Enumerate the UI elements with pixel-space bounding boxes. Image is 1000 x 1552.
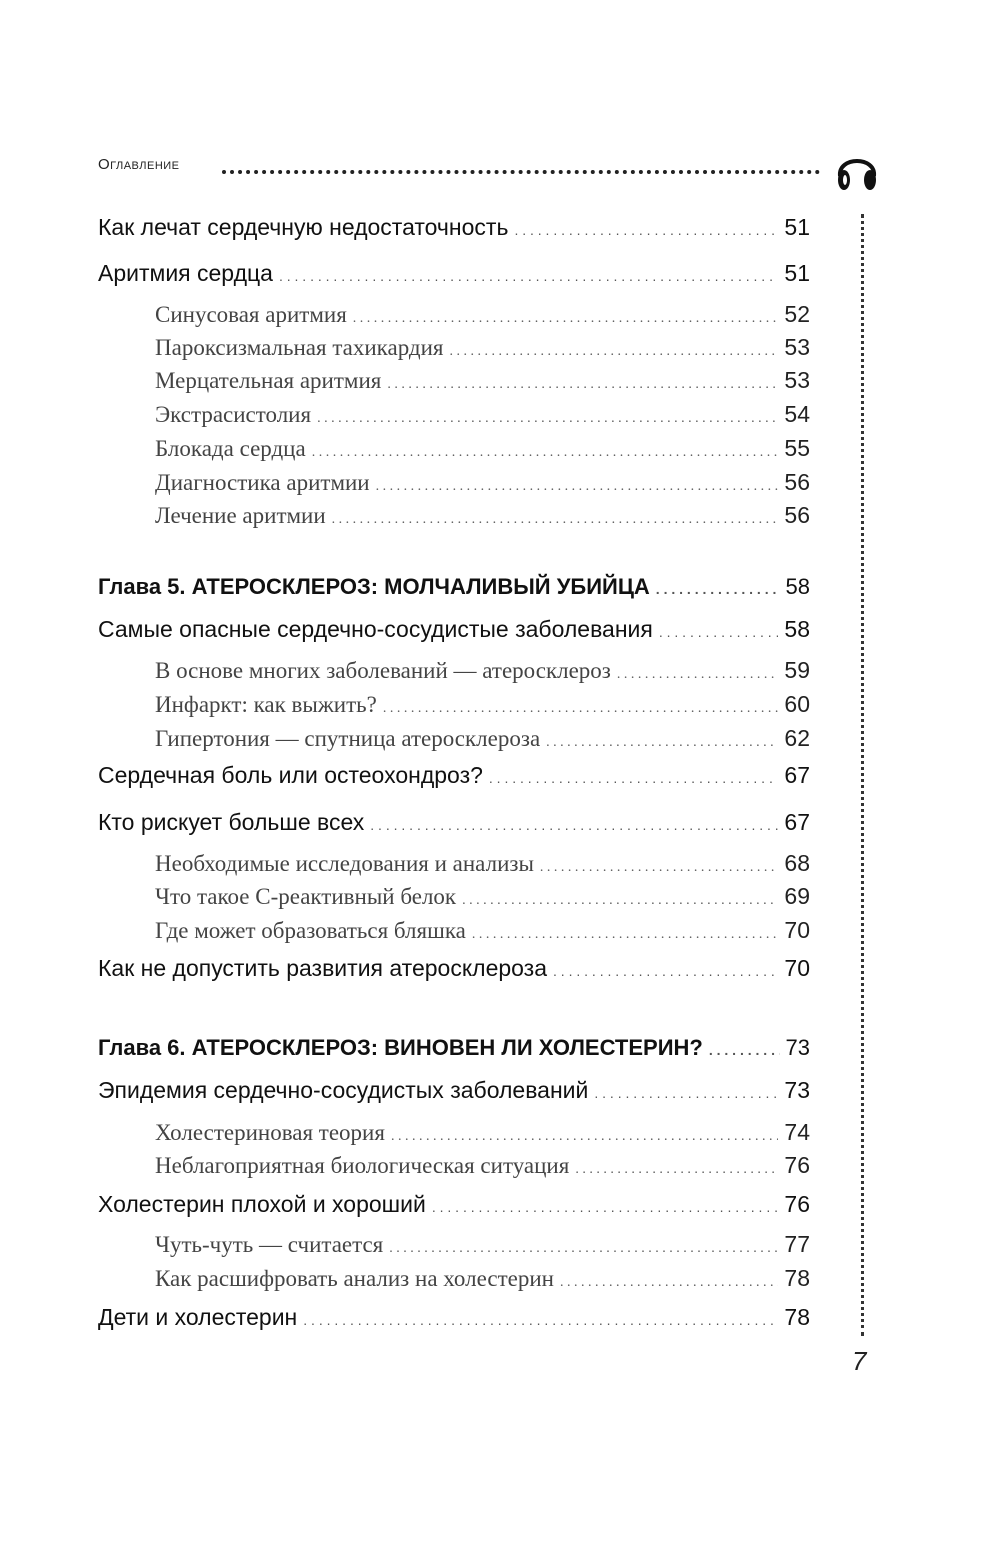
- entry-title: Дети и холестерин: [98, 1304, 298, 1330]
- entry-title: Эпидемия сердечно-сосудистых заболеваний: [98, 1077, 589, 1103]
- dot-leader: [553, 963, 778, 979]
- entry-title: Аритмия сердца: [98, 260, 273, 286]
- dot-leader: [514, 222, 778, 238]
- entry-page: 70: [784, 917, 810, 943]
- entry-page: 55: [784, 435, 810, 461]
- entry-title: Лечение аритмии: [155, 503, 326, 528]
- entry-title: Глава 6. АТЕРОСКЛЕРОЗ: ВИНОВЕН ЛИ ХОЛЕСТЕРИН?: [98, 1035, 703, 1060]
- entry-title: Сердечная боль или остеохондроз?: [98, 762, 483, 788]
- entry-title: Синусовая аритмия: [155, 302, 347, 327]
- margin-dotted-line: [861, 214, 864, 1336]
- entry-title: Пароксизмальная тахикардия: [155, 335, 444, 360]
- toc-entry[interactable]: [155, 657, 810, 689]
- entry-page: 76: [784, 1191, 810, 1217]
- entry-page: 73: [785, 1035, 810, 1060]
- dot-leader: [387, 377, 778, 393]
- toc-entry[interactable]: [155, 1265, 810, 1297]
- dot-leader: [383, 701, 779, 717]
- dot-leader: [546, 735, 778, 751]
- dot-leader: [540, 860, 778, 876]
- toc-entry[interactable]: [98, 1304, 810, 1336]
- dot-leader: [332, 512, 779, 528]
- entry-title: Холестериновая теория: [155, 1120, 385, 1145]
- entry-page: 58: [785, 574, 810, 599]
- entry-page: 69: [784, 883, 810, 909]
- toc-entry[interactable]: [98, 260, 810, 292]
- toc-entry[interactable]: [155, 691, 810, 723]
- entry-page: 53: [784, 367, 810, 393]
- entry-title: Самые опасные сердечно-сосудистые заболевания: [98, 616, 653, 642]
- entry-title: Гипертония — спутница атеросклероза: [155, 726, 541, 751]
- toc-entry[interactable]: [98, 955, 810, 987]
- entry-page: 70: [784, 955, 810, 981]
- header-dot-leader: [222, 158, 820, 174]
- dot-leader: [594, 1085, 778, 1101]
- toc-chapter[interactable]: [98, 574, 810, 606]
- entry-title: Неблагоприятная биологическая ситуация: [155, 1153, 570, 1178]
- entry-page: 68: [784, 850, 810, 876]
- toc-chapter[interactable]: [98, 1035, 810, 1067]
- entry-page: 78: [784, 1265, 810, 1291]
- entry-title: Как лечат сердечную недостаточность: [98, 214, 509, 240]
- toc-entry[interactable]: [98, 214, 810, 246]
- entry-page: 56: [784, 502, 810, 528]
- toc-entry[interactable]: [155, 1119, 810, 1151]
- toc-entry[interactable]: [98, 1191, 810, 1223]
- toc-entry[interactable]: [98, 1077, 810, 1109]
- entry-page: 51: [784, 260, 810, 286]
- entry-title: Чуть-чуть — считается: [155, 1232, 384, 1257]
- toc-entry[interactable]: [98, 809, 810, 841]
- entry-page: 67: [784, 762, 810, 788]
- dot-leader: [279, 268, 778, 284]
- dot-leader: [450, 344, 779, 360]
- entry-page: 74: [784, 1119, 810, 1145]
- entry-page: 76: [784, 1152, 810, 1178]
- dot-leader: [472, 927, 779, 943]
- dot-leader: [575, 1162, 778, 1178]
- entry-title: Инфаркт: как выжить?: [155, 692, 377, 717]
- toc-entry[interactable]: [155, 850, 810, 882]
- toc-entry[interactable]: [98, 616, 810, 648]
- dot-leader: [312, 445, 779, 461]
- entry-page: 53: [784, 334, 810, 360]
- dot-leader: [353, 311, 779, 327]
- dot-leader: [560, 1275, 778, 1291]
- entry-title: Холестерин плохой и хороший: [98, 1191, 426, 1217]
- toc-entry[interactable]: [155, 502, 810, 534]
- dot-leader: [370, 817, 778, 833]
- dot-leader: [617, 667, 779, 683]
- entry-title: Где может образоваться бляшка: [155, 918, 466, 943]
- entry-page: 54: [784, 401, 810, 427]
- toc-entry[interactable]: [155, 725, 810, 757]
- entry-page: 60: [784, 691, 810, 717]
- dot-leader: [317, 411, 778, 427]
- toc-entry[interactable]: [155, 1231, 810, 1263]
- entry-title: Как не допустить развития атеросклероза: [98, 955, 548, 981]
- entry-page: 77: [784, 1231, 810, 1257]
- entry-page: 58: [784, 616, 810, 642]
- entry-page: 59: [784, 657, 810, 683]
- entry-page: 51: [784, 214, 810, 240]
- entry-page: 73: [784, 1077, 810, 1103]
- dot-leader: [656, 581, 780, 597]
- entry-title: Что такое С-реактивный белок: [155, 884, 457, 909]
- toc-entry[interactable]: [155, 469, 810, 501]
- running-header: Оглавление: [98, 156, 180, 173]
- entry-title: Диагностика аритмии: [155, 470, 370, 495]
- toc-entry[interactable]: [155, 883, 810, 915]
- entry-title: Экстрасистолия: [155, 402, 312, 427]
- entry-title: Как расшифровать анализ на холестерин: [155, 1266, 554, 1291]
- dot-leader: [376, 479, 779, 495]
- entry-page: 56: [784, 469, 810, 495]
- headphones-icon: [832, 146, 882, 196]
- page-number: 7: [852, 1346, 867, 1376]
- entry-title: В основе многих заболеваний — атеросклероз: [155, 658, 611, 683]
- toc-entry[interactable]: [155, 435, 810, 467]
- dot-leader: [489, 770, 779, 786]
- entry-page: 62: [784, 725, 810, 751]
- entry-title: Глава 5. АТЕРОСКЛЕРОЗ: МОЛЧАЛИВЫЙ УБИЙЦА: [98, 574, 650, 599]
- entry-title: Кто рискует больше всех: [98, 809, 365, 835]
- toc-entry[interactable]: [98, 762, 810, 794]
- toc-entry[interactable]: [155, 367, 810, 399]
- toc-entry[interactable]: [155, 301, 810, 333]
- dot-leader: [391, 1129, 778, 1145]
- toc-entry[interactable]: [155, 917, 810, 949]
- entry-title: Блокада сердца: [155, 436, 306, 461]
- dot-leader: [659, 624, 779, 640]
- dot-leader: [389, 1241, 778, 1257]
- entry-page: 52: [784, 301, 810, 327]
- entry-page: 78: [784, 1304, 810, 1330]
- dot-leader: [462, 893, 778, 909]
- toc-entry[interactable]: [155, 401, 810, 433]
- entry-title: Необходимые исследования и анализы: [155, 851, 534, 876]
- dot-leader: [432, 1199, 779, 1215]
- dot-leader: [709, 1042, 780, 1058]
- dot-leader: [303, 1312, 778, 1328]
- toc-entry[interactable]: [155, 334, 810, 366]
- toc-entry[interactable]: [155, 1152, 810, 1184]
- entry-title: Мерцательная аритмия: [155, 368, 382, 393]
- entry-page: 67: [784, 809, 810, 835]
